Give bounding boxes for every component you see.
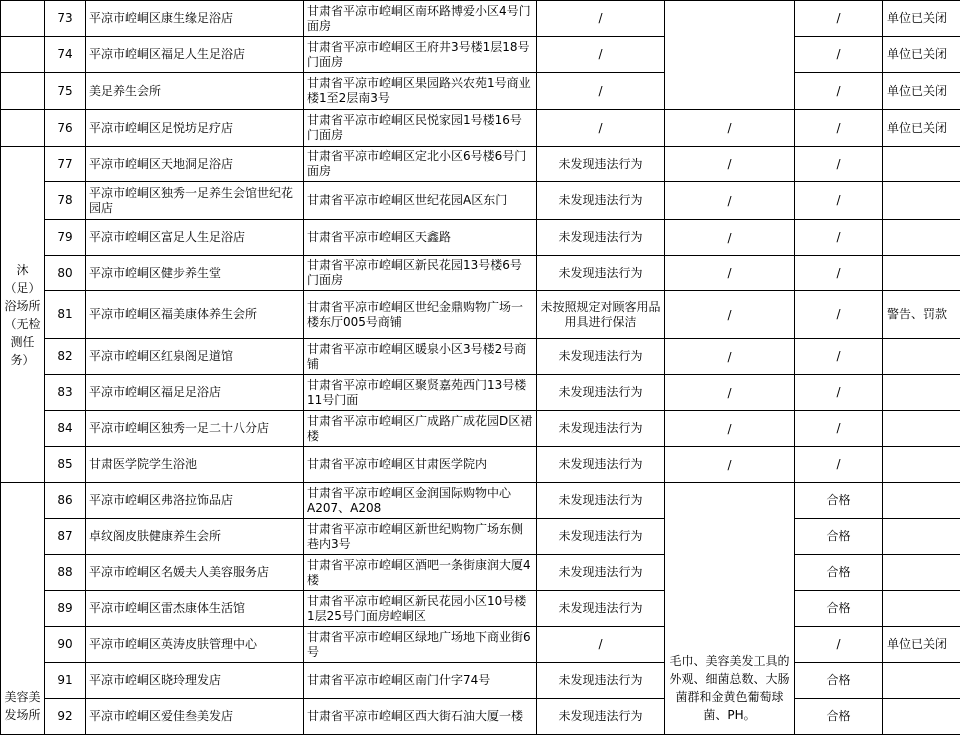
business-name: 平凉市崆峒区富足人生足浴店 xyxy=(86,220,304,256)
business-address: 甘肃省平凉市崆峒区金润国际购物中心A207、A208 xyxy=(304,483,537,519)
table-row xyxy=(1,591,960,627)
table-row xyxy=(1,663,960,699)
table-row xyxy=(1,256,960,291)
remark xyxy=(883,147,960,182)
business-name: 平凉市崆峒区弗洛拉饰品店 xyxy=(86,483,304,519)
table-row xyxy=(1,627,960,663)
business-address: 甘肃省平凉市崆峒区甘肃医学院内 xyxy=(304,447,537,483)
table-row xyxy=(1,699,960,735)
test-result: / xyxy=(795,147,883,182)
table-row xyxy=(1,447,960,483)
inspection-conclusion: / xyxy=(537,73,665,110)
inspection-conclusion: 未发现违法行为 xyxy=(537,483,665,519)
remark: 单位已关闭 xyxy=(883,37,960,73)
table-row xyxy=(1,182,960,220)
inspection-conclusion: 未发现违法行为 xyxy=(537,339,665,375)
category-cell xyxy=(1,110,45,147)
business-name: 平凉市崆峒区福美康体养生会所 xyxy=(86,291,304,339)
row-number: 91 xyxy=(45,663,86,699)
table-row xyxy=(1,519,960,555)
row-number: 89 xyxy=(45,591,86,627)
row-number: 88 xyxy=(45,555,86,591)
category-cell xyxy=(1,37,45,73)
row-number: 74 xyxy=(45,37,86,73)
remark xyxy=(883,220,960,256)
business-address: 甘肃省平凉市崆峒区王府井3号楼1层18号门面房 xyxy=(304,37,537,73)
business-name: 平凉市崆峒区福足人生足浴店 xyxy=(86,37,304,73)
table-row xyxy=(1,1,960,37)
table-row xyxy=(1,483,960,519)
inspection-conclusion: / xyxy=(537,1,665,37)
row-number: 76 xyxy=(45,110,86,147)
test-result: / xyxy=(795,1,883,37)
business-address: 甘肃省平凉市崆峒区西大街石油大厦一楼 xyxy=(304,699,537,735)
business-address: 甘肃省平凉市崆峒区酒吧一条街康润大厦4楼 xyxy=(304,555,537,591)
test-result: 合格 xyxy=(795,483,883,519)
check-items: / xyxy=(665,256,795,291)
beauty-check-items: 毛巾、美容美发工具的外观、细菌总数、大肠菌群和金黄色葡萄球菌、PH。 xyxy=(665,483,795,735)
table-row xyxy=(1,375,960,411)
test-result: / xyxy=(795,256,883,291)
table-row xyxy=(1,220,960,256)
inspection-conclusion: 未发现违法行为 xyxy=(537,555,665,591)
row-number: 92 xyxy=(45,699,86,735)
test-result: 合格 xyxy=(795,699,883,735)
test-result: / xyxy=(795,627,883,663)
table-row xyxy=(1,147,960,182)
remark xyxy=(883,519,960,555)
remark: 单位已关闭 xyxy=(883,627,960,663)
category-beauty: 美容美发场所 xyxy=(1,483,45,735)
row-number: 81 xyxy=(45,291,86,339)
remark xyxy=(883,699,960,735)
business-address: 甘肃省平凉市崆峒区世纪金鼎购物广场一楼东厅005号商铺 xyxy=(304,291,537,339)
inspection-conclusion: 未发现违法行为 xyxy=(537,256,665,291)
business-address: 甘肃省平凉市崆峒区新世纪购物广场东侧巷内3号 xyxy=(304,519,537,555)
inspection-conclusion: / xyxy=(537,37,665,73)
business-name: 甘肃医学院学生浴池 xyxy=(86,447,304,483)
check-items: / xyxy=(665,291,795,339)
row-number: 87 xyxy=(45,519,86,555)
business-name: 卓纹阁皮肤健康养生会所 xyxy=(86,519,304,555)
inspection-conclusion: 未发现违法行为 xyxy=(537,220,665,256)
row-number: 82 xyxy=(45,339,86,375)
check-items: / xyxy=(665,182,795,220)
category-foot-bath: 沐（足）浴场所（无检测任务） xyxy=(1,147,45,483)
inspection-conclusion: 未发现违法行为 xyxy=(537,447,665,483)
remark xyxy=(883,483,960,519)
row-number: 86 xyxy=(45,483,86,519)
business-name: 平凉市崆峒区爱佳叁美发店 xyxy=(86,699,304,735)
inspection-conclusion: 未发现违法行为 xyxy=(537,375,665,411)
test-result: / xyxy=(795,73,883,110)
inspection-conclusion: 未发现违法行为 xyxy=(537,699,665,735)
business-address: 甘肃省平凉市崆峒区新民花园小区10号楼1层25号门面房崆峒区 xyxy=(304,591,537,627)
remark xyxy=(883,411,960,447)
table-row xyxy=(1,110,960,147)
inspection-conclusion: 未发现违法行为 xyxy=(537,519,665,555)
remark: 单位已关闭 xyxy=(883,73,960,110)
row-number: 73 xyxy=(45,1,86,37)
business-name: 平凉市崆峒区英涛皮肤管理中心 xyxy=(86,627,304,663)
remark xyxy=(883,375,960,411)
business-address: 甘肃省平凉市崆峒区绿地广场地下商业街6号 xyxy=(304,627,537,663)
test-result: / xyxy=(795,110,883,147)
business-address: 甘肃省平凉市崆峒区南环路博爱小区4号门面房 xyxy=(304,1,537,37)
category-cell xyxy=(1,73,45,110)
table-row xyxy=(1,37,960,73)
test-result: / xyxy=(795,220,883,256)
test-result: 合格 xyxy=(795,591,883,627)
inspection-conclusion: / xyxy=(537,110,665,147)
test-result: / xyxy=(795,375,883,411)
business-name: 平凉市崆峒区独秀一足二十八分店 xyxy=(86,411,304,447)
business-address: 甘肃省平凉市崆峒区定北小区6号楼6号门面房 xyxy=(304,147,537,182)
business-address: 甘肃省平凉市崆峒区果园路兴农苑1号商业楼1至2层南3号 xyxy=(304,73,537,110)
business-address: 甘肃省平凉市崆峒区新民花园13号楼6号门面房 xyxy=(304,256,537,291)
test-result: 合格 xyxy=(795,519,883,555)
inspection-conclusion: 未发现违法行为 xyxy=(537,663,665,699)
business-name: 平凉市崆峒区健步养生堂 xyxy=(86,256,304,291)
test-result: / xyxy=(795,447,883,483)
inspection-conclusion: 未发现违法行为 xyxy=(537,411,665,447)
inspection-conclusion: 未发现违法行为 xyxy=(537,182,665,220)
business-name: 平凉市崆峒区独秀一足养生会馆世纪花园店 xyxy=(86,182,304,220)
business-name: 平凉市崆峒区雷杰康体生活馆 xyxy=(86,591,304,627)
row-number: 90 xyxy=(45,627,86,663)
table-row xyxy=(1,73,960,110)
row-number: 79 xyxy=(45,220,86,256)
remark xyxy=(883,447,960,483)
table-row xyxy=(1,555,960,591)
category-cell-top xyxy=(1,1,45,37)
check-items: / xyxy=(665,147,795,182)
business-name: 平凉市崆峒区福足足浴店 xyxy=(86,375,304,411)
inspection-conclusion: / xyxy=(537,627,665,663)
table-row xyxy=(1,411,960,447)
test-result: 合格 xyxy=(795,663,883,699)
business-address: 甘肃省平凉市崆峒区民悦家园1号楼16号门面房 xyxy=(304,110,537,147)
business-address: 甘肃省平凉市崆峒区聚贤嘉苑西门13号楼11号门面 xyxy=(304,375,537,411)
remark: 单位已关闭 xyxy=(883,1,960,37)
business-address: 甘肃省平凉市崆峒区暖泉小区3号楼2号商铺 xyxy=(304,339,537,375)
remark xyxy=(883,555,960,591)
business-name: 平凉市崆峒区康生缘足浴店 xyxy=(86,1,304,37)
check-items: / xyxy=(665,375,795,411)
business-address: 甘肃省平凉市崆峒区世纪花园A区东门 xyxy=(304,182,537,220)
row-number: 75 xyxy=(45,73,86,110)
remark xyxy=(883,339,960,375)
business-address: 甘肃省平凉市崆峒区南门什字74号 xyxy=(304,663,537,699)
business-name: 平凉市崆峒区红泉阁足道馆 xyxy=(86,339,304,375)
table-row xyxy=(1,291,960,339)
row-number: 84 xyxy=(45,411,86,447)
row-number: 77 xyxy=(45,147,86,182)
remark: 警告、罚款 xyxy=(883,291,960,339)
table-row xyxy=(1,339,960,375)
business-name: 美足养生会所 xyxy=(86,73,304,110)
inspection-conclusion: 未按照规定对顾客用品用具进行保洁 xyxy=(537,291,665,339)
business-name: 平凉市崆峒区足悦坊足疗店 xyxy=(86,110,304,147)
row-number: 80 xyxy=(45,256,86,291)
business-address: 甘肃省平凉市崆峒区天鑫路 xyxy=(304,220,537,256)
business-address: 甘肃省平凉市崆峒区广成路广成花园D区裙楼 xyxy=(304,411,537,447)
test-result: / xyxy=(795,291,883,339)
check-items: / xyxy=(665,220,795,256)
business-name: 平凉市崆峒区名媛夫人美容服务店 xyxy=(86,555,304,591)
row-number: 85 xyxy=(45,447,86,483)
check-items: / xyxy=(665,411,795,447)
test-result: / xyxy=(795,339,883,375)
row-number: 78 xyxy=(45,182,86,220)
inspection-conclusion: 未发现违法行为 xyxy=(537,591,665,627)
row-number: 83 xyxy=(45,375,86,411)
inspection-conclusion: 未发现违法行为 xyxy=(537,147,665,182)
remark: 单位已关闭 xyxy=(883,110,960,147)
remark xyxy=(883,663,960,699)
check-items xyxy=(665,1,795,110)
remark xyxy=(883,256,960,291)
check-items: / xyxy=(665,447,795,483)
remark xyxy=(883,591,960,627)
test-result: / xyxy=(795,37,883,73)
check-items: / xyxy=(665,110,795,147)
remark xyxy=(883,182,960,220)
business-name: 平凉市崆峒区天地洞足浴店 xyxy=(86,147,304,182)
test-result: 合格 xyxy=(795,555,883,591)
check-items: / xyxy=(665,339,795,375)
test-result: / xyxy=(795,411,883,447)
test-result: / xyxy=(795,182,883,220)
business-name: 平凉市崆峒区晓玲理发店 xyxy=(86,663,304,699)
